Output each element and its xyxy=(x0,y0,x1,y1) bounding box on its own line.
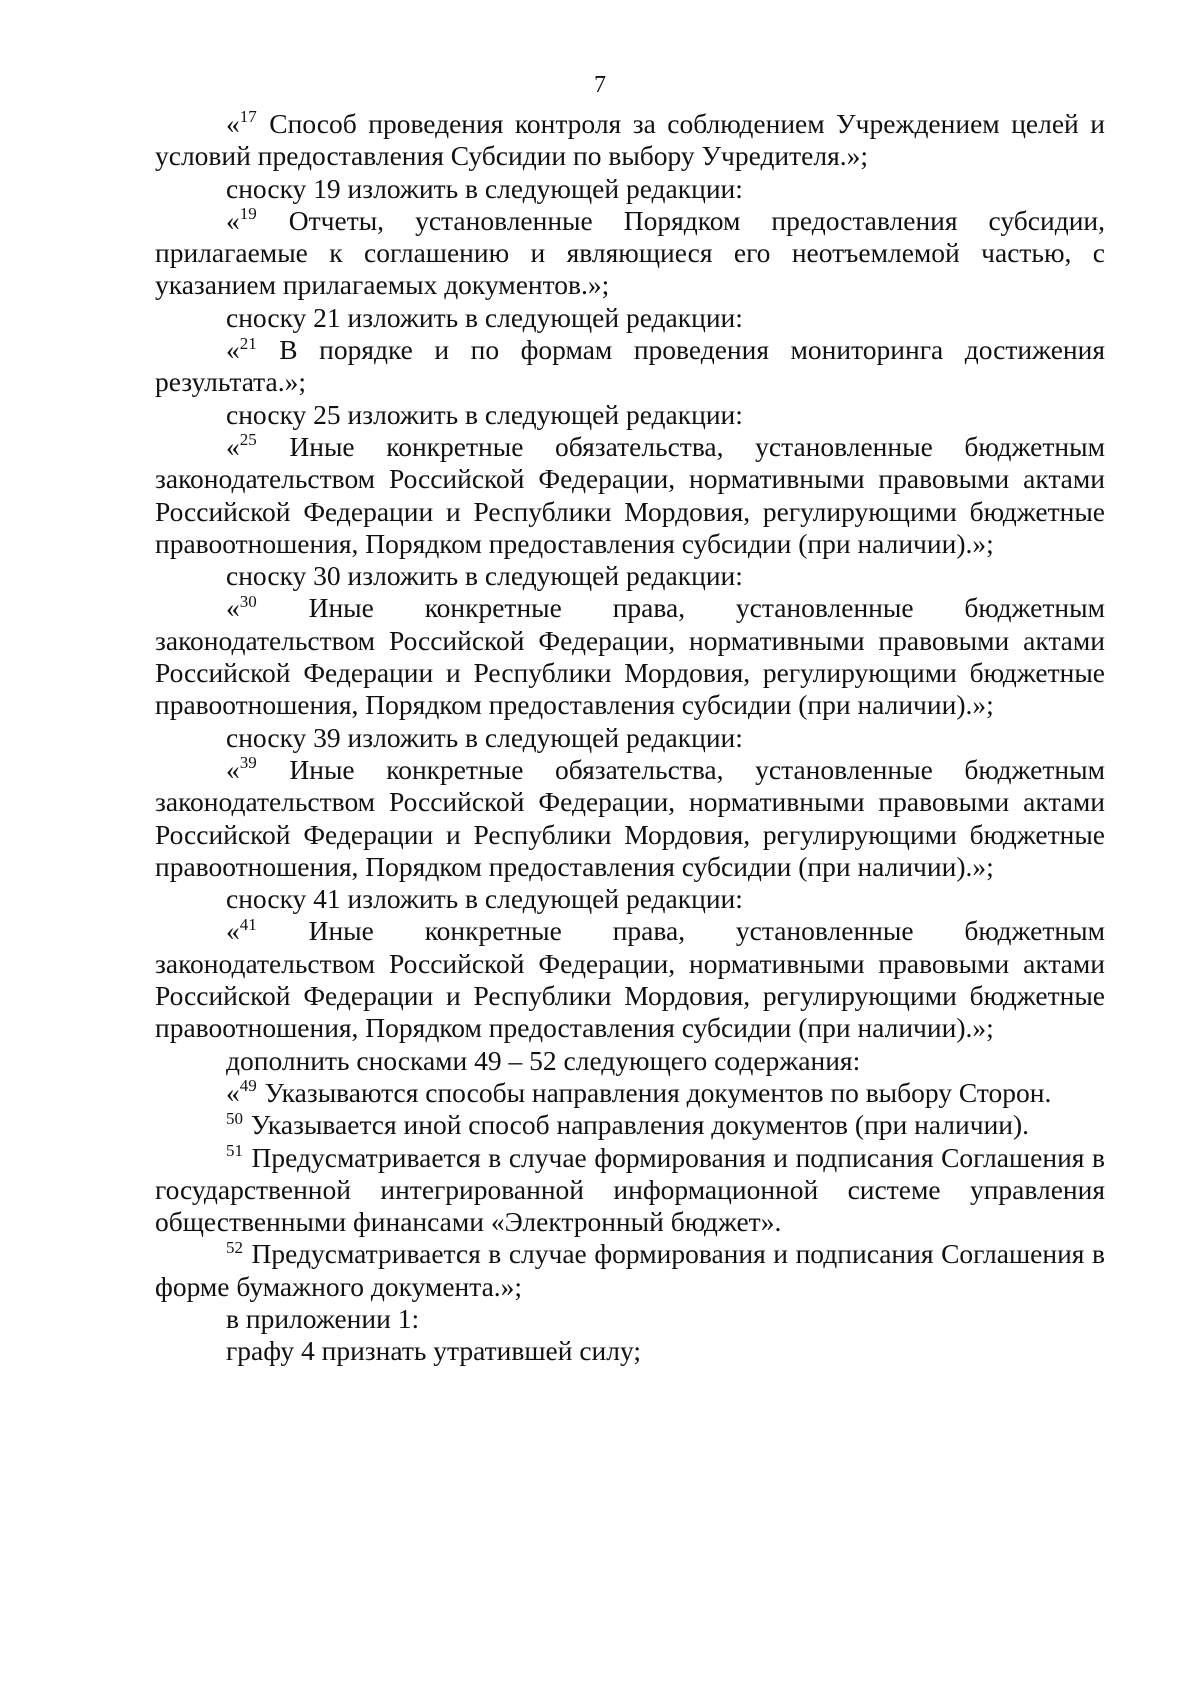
quote-open: « xyxy=(226,430,240,462)
footnote-body: Предусматривается в случае формирования и подписания Соглашения в государственной интегрированной информационной системе управления общественными финансами «Электронный бюджет». xyxy=(155,1141,1105,1238)
footnote-body: Указывается иной способ направления документов (при наличии). xyxy=(244,1109,1030,1141)
footnote-number: 41 xyxy=(239,914,257,934)
document-body xyxy=(155,108,1105,1368)
footnote-body: Указываются способы направления документов по выбору Сторон. xyxy=(257,1076,1052,1108)
footnote-19-text xyxy=(155,205,1105,302)
instruction-line: сноску 39 изложить в следующей редакции: xyxy=(226,721,743,753)
instruction-line: дополнить сносками 49 – 52 следующего содержания: xyxy=(226,1044,861,1076)
footnote-number: 30 xyxy=(239,591,257,611)
footnote-21-text xyxy=(155,334,1105,399)
footnote-number: 25 xyxy=(239,430,257,450)
footnote-number: 21 xyxy=(239,333,257,353)
footnote-50-text xyxy=(155,1109,1105,1141)
footnote-body: Иные конкретные права, установленные бюджетным законодательством Российской Федерации, нормативными правовыми актами Российской Федерации и Республики Мордовия, регулирующими бюджетные правоотношения, Порядком предоставления субсидии (при наличии).»; xyxy=(155,592,1105,721)
quote-open: « xyxy=(226,334,240,366)
footnote-number: 50 xyxy=(226,1108,243,1128)
footnote-41-text xyxy=(155,915,1105,1044)
quote-open: « xyxy=(226,592,240,624)
footnote-49-text xyxy=(155,1077,1105,1109)
quote-open: « xyxy=(226,915,240,947)
footnote-number: 39 xyxy=(239,753,257,773)
instruction-line: сноску 41 изложить в следующей редакции: xyxy=(226,883,743,915)
footnote-51-text xyxy=(155,1142,1105,1239)
footnote-number: 19 xyxy=(239,204,257,224)
footnote-body: Способ проведения контроля за соблюдением Учреждением целей и условий предоставления Субсидии по выбору Учредителя.»; xyxy=(155,108,1105,172)
footnote-52-text xyxy=(155,1238,1105,1303)
footnote-body: Иные конкретные обязательства, установленные бюджетным законодательством Российской Федерации, нормативными правовыми актами Российской Федерации и Республики Мордовия, регулирующими бюджетные правоотношения, Порядком предоставления субсидии (при наличии).»; xyxy=(155,430,1105,559)
footnote-body: Иные конкретные обязательства, установленные бюджетным законодательством Российской Федерации, нормативными правовыми актами Российской Федерации и Республики Мордовия, регулирующими бюджетные правоотношения, Порядком предоставления субсидии (при наличии).»; xyxy=(155,753,1105,882)
footnote-25-text xyxy=(155,431,1105,560)
footnote-30-text xyxy=(155,592,1105,721)
quote-open: « xyxy=(226,753,240,785)
footnote-39-text xyxy=(155,754,1105,883)
footnote-17-text xyxy=(155,108,1105,173)
instruction-line: сноску 19 изложить в следующей редакции: xyxy=(226,172,743,204)
quote-open: « xyxy=(226,204,240,236)
page-number: 7 xyxy=(594,72,606,98)
footnote-body: Предусматривается в случае формирования и подписания Соглашения в форме бумажного документа.»; xyxy=(155,1238,1105,1302)
quote-open: « xyxy=(226,108,240,139)
footnote-number: 49 xyxy=(239,1076,257,1096)
instruction-line: в приложении 1: xyxy=(226,1302,420,1334)
footnote-number: 17 xyxy=(239,107,257,127)
footnote-body: Иные конкретные права, установленные бюджетным законодательством Российской Федерации, нормативными правовыми актами Российской Федерации и Республики Мордовия, регулирующими бюджетные правоотношения, Порядком предоставления субсидии (при наличии).»; xyxy=(155,915,1105,1044)
instruction-line: сноску 21 изложить в следующей редакции: xyxy=(226,301,743,333)
footnote-number: 51 xyxy=(226,1140,243,1160)
quote-open: « xyxy=(226,1076,240,1108)
instruction-line: графу 4 признать утратившей силу; xyxy=(226,1335,642,1367)
footnote-number: 52 xyxy=(226,1237,243,1257)
instruction-line: сноску 30 изложить в следующей редакции: xyxy=(226,560,743,592)
footnote-body: В порядке и по формам проведения мониторинга достижения результата.»; xyxy=(155,334,1105,398)
instruction-line: сноску 25 изложить в следующей редакции: xyxy=(226,398,743,430)
footnote-body: Отчеты, установленные Порядком предоставления субсидии, прилагаемые к соглашению и являющиеся его неотъемлемой частью, с указанием прилагаемых документов.»; xyxy=(155,204,1105,301)
